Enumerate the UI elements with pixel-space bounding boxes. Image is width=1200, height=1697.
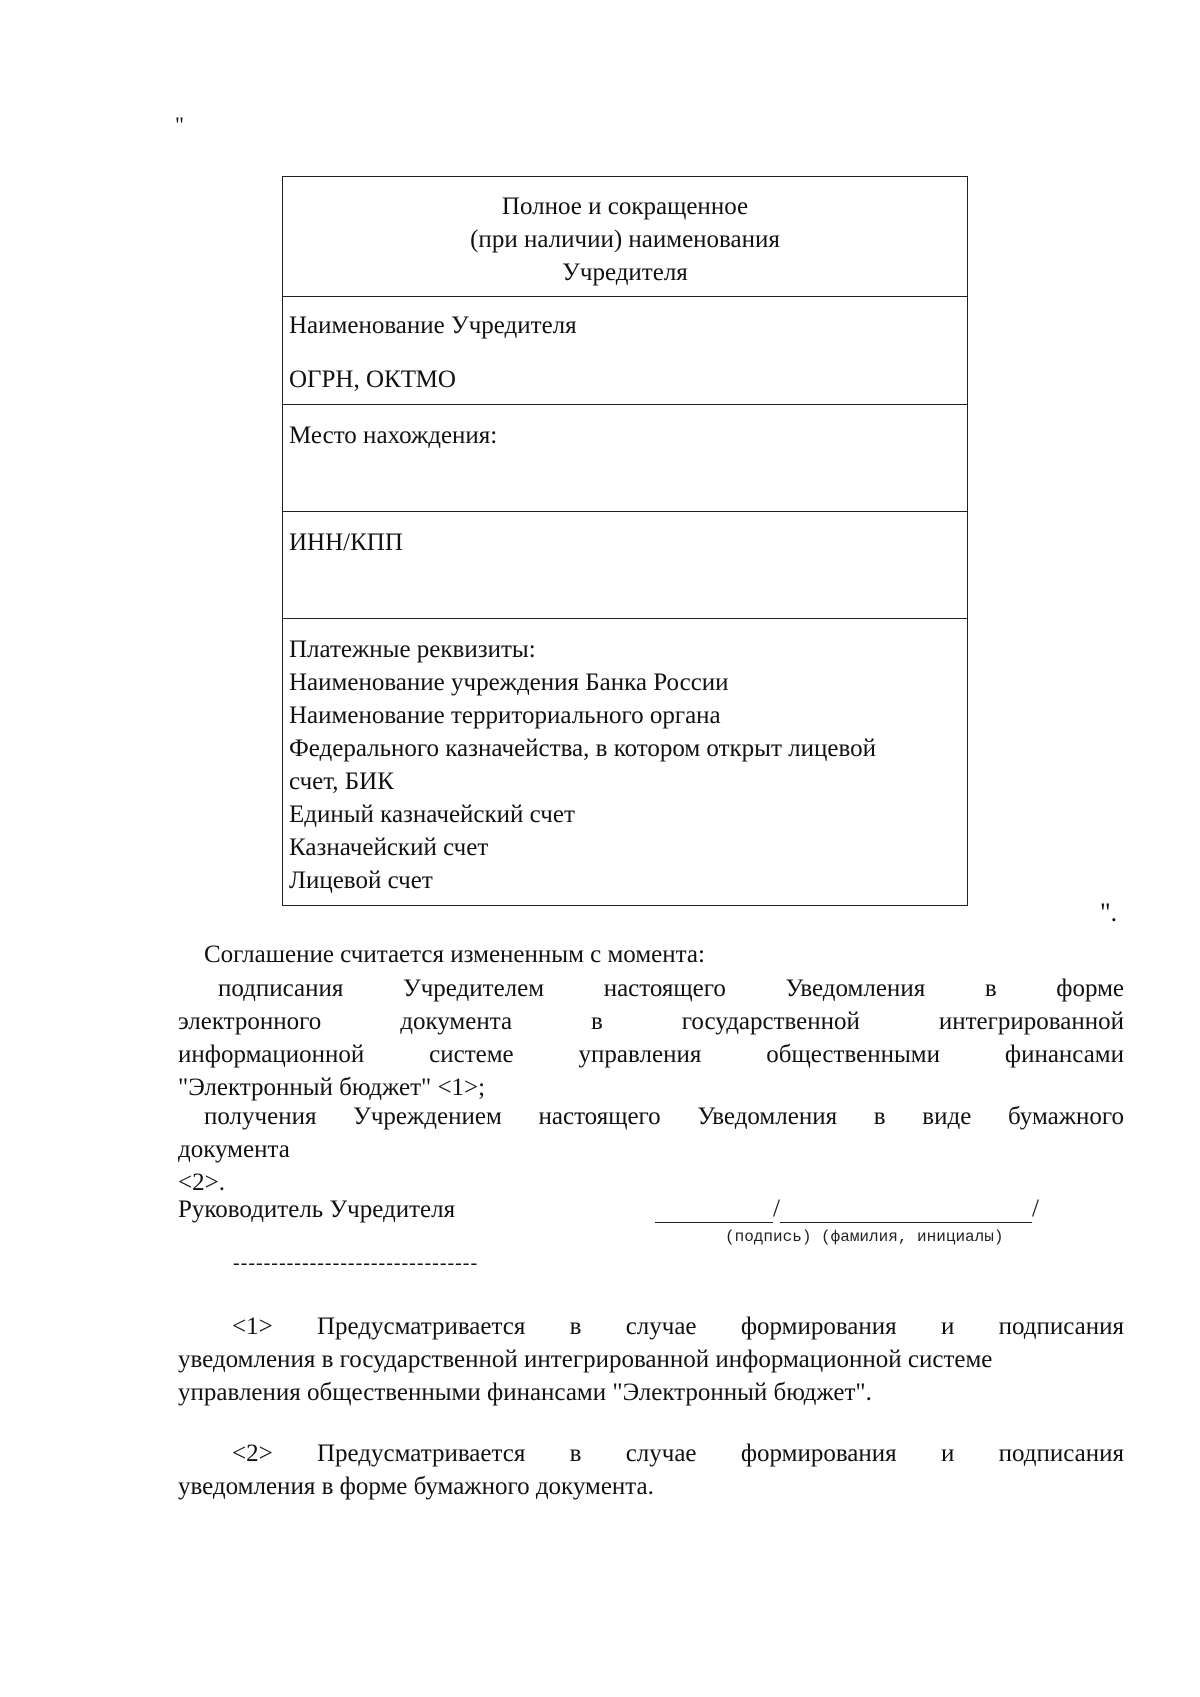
footnote-2 [178, 1437, 1124, 1503]
footnote-separator: -------------------------------- [233, 1252, 479, 1274]
founder-name-label: Наименование Учредителя [289, 312, 577, 339]
payment-line: Федерального казначейства, в котором открыт лицевой [289, 735, 876, 762]
address-label: Место нахождения: [289, 422, 498, 449]
payment-line: Платежные реквизиты: [289, 636, 536, 663]
closing-quote: ". [1100, 898, 1118, 927]
payment-line: Лицевой счет [289, 867, 433, 894]
founder-name-cell [283, 296, 967, 404]
table-header-cell [283, 177, 967, 296]
payment-line: Наименование территориального органа [289, 702, 721, 729]
header-line: Учредителя [562, 259, 688, 286]
payment-details-cell [283, 618, 967, 905]
amendment-intro: Соглашение считается измененным с момента: [204, 941, 705, 968]
signature-caption: (подпись) (фамилия, инициалы) [725, 1228, 1004, 1246]
founder-head-label: Руководитель Учредителя [178, 1196, 456, 1223]
signature-rule [655, 1194, 773, 1223]
text-line: <2>. [178, 1169, 225, 1196]
text-line: "Электронный бюджет" <1>; [178, 1074, 486, 1101]
payment-line: Наименование учреждения Банка России [289, 669, 729, 696]
name-initials-rule [780, 1194, 1032, 1223]
footnote-line: уведомления в форме бумажного документа. [178, 1473, 654, 1500]
founder-details-table [282, 176, 968, 906]
ogrn-oktmo-label: ОГРН, ОКТМО [289, 366, 456, 393]
inn-kpp-cell [283, 511, 967, 618]
footnote-line: <2> Предусматривается в случае формирования и подписания [232, 1440, 1124, 1467]
signature-separator: / [1031, 1195, 1039, 1222]
inn-kpp-label: ИНН/КПП [289, 529, 403, 556]
amendment-item-2 [178, 1100, 1124, 1199]
amendment-item-1 [178, 972, 1124, 1104]
header-line: (при наличии) наименования [470, 226, 780, 253]
payment-line: счет, БИК [289, 768, 394, 795]
address-cell [283, 404, 967, 511]
footnote-line: <1> Предусматривается в случае формирования и подписания [232, 1313, 1124, 1340]
text-line: получения Учреждением настоящего Уведомления в виде бумажного [204, 1103, 1124, 1130]
footnote-1 [178, 1310, 1124, 1409]
payment-line: Казначейский счет [289, 834, 489, 861]
payment-line: Единый казначейский счет [289, 801, 575, 828]
text-line: документа [178, 1136, 290, 1163]
text-line: информационной системе управления общественными финансами [178, 1041, 1124, 1068]
footnote-line: уведомления в государственной интегрированной информационной системе [178, 1346, 993, 1373]
footnote-line: управления общественными финансами "Электронный бюджет". [178, 1379, 872, 1406]
signature-field [655, 1194, 1039, 1223]
text-line: подписания Учредителем настоящего Уведомления в форме [218, 975, 1124, 1002]
text-line: электронного документа в государственной интегрированной [178, 1008, 1124, 1035]
header-line: Полное и сокращенное [501, 193, 749, 220]
opening-quote: " [175, 112, 184, 137]
signature-separator: / [773, 1195, 780, 1222]
